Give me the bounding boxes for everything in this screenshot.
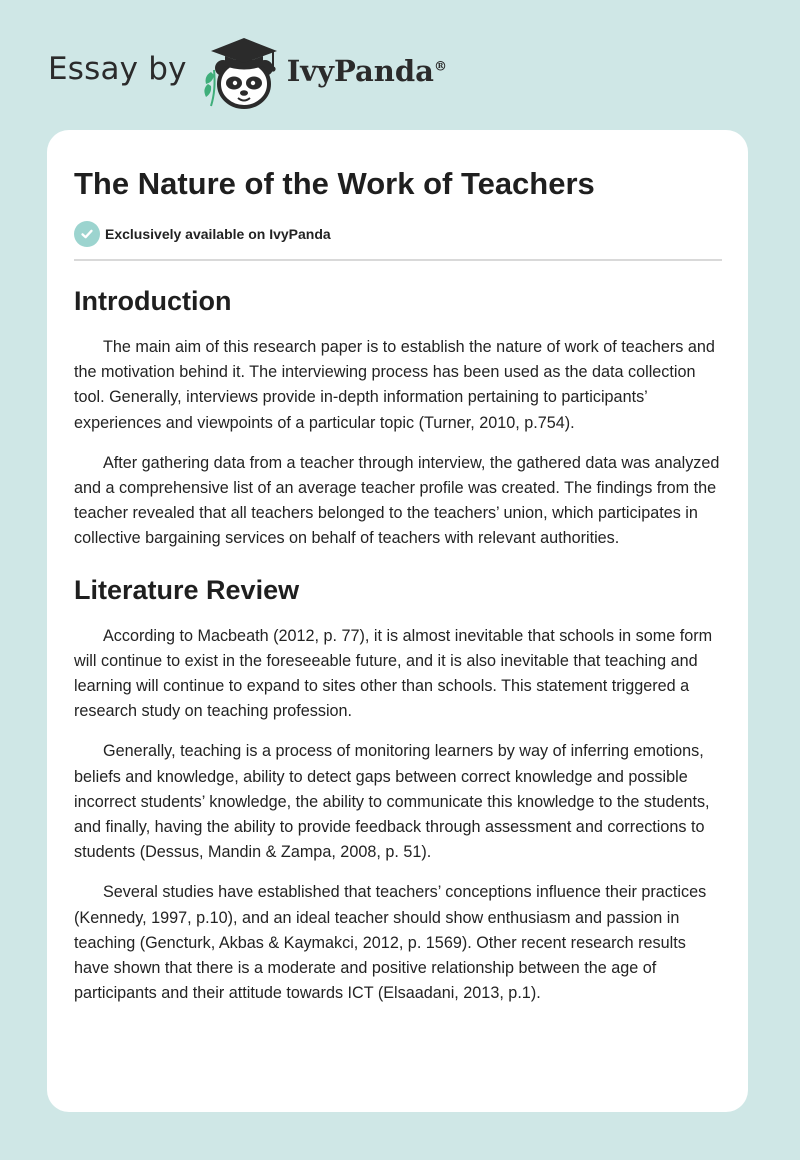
brand-header [48, 32, 447, 112]
section-introduction [74, 284, 722, 552]
title-divider [74, 259, 722, 261]
brand-prefix: Essay by [48, 51, 187, 87]
paragraph: The main aim of this research paper is to establish the nature of work of teachers and the motivation behind it. The interviewing process has been used as the data collection tool. Generally, interviews provide in-depth information pertaining to participants’ experiences and viewpoints of a particular topic (Turner, 2010, p.754). [74, 338, 715, 432]
check-circle-icon [74, 221, 100, 247]
page-title: The Nature of the Work of Teachers [74, 166, 595, 201]
section-heading: Introduction [74, 286, 232, 316]
section-literature-review [74, 573, 722, 1007]
trademark-symbol: ® [433, 59, 447, 75]
exclusive-badge-text: Exclusively available on IvyPanda [105, 226, 331, 242]
essay-card [47, 130, 748, 1112]
exclusive-badge [74, 221, 722, 247]
paragraph: According to Macbeath (2012, p. 77), it is almost inevitable that schools in some form will continue to exist in the foreseeable future, and it is also inevitable that teaching and learning will continue to expand to sites other than schools. This statement triggered a research study on teaching profession. [74, 626, 713, 721]
paragraph: Several studies have established that teachers’ conceptions influence their practices (Kennedy, 1997, p.10), and an ideal teacher should show enthusiasm and passion in teaching (Gencturk, Akbas & Kaymakci, 2012, p. 1569). Other recent research results have shown that there is a moderate and positive relationship between the age of participants and their attitude towards ICT (Elsaadani, 2013, p.1). [74, 883, 707, 1003]
paragraph: Generally, teaching is a process of monitoring learners by way of inferring emotions, beliefs and knowledge, ability to detect gaps between correct knowledge and possible incorrect students’ knowledge, the ability to communicate this knowledge to the students, and finally, having the ability to provide feedback through assessment and corrections to students (Dessus, Mandin & Zampa, 2008, p. 51). [74, 742, 710, 862]
paragraph: After gathering data from a teacher through interview, the gathered data was analyzed and a comprehensive list of an average teacher profile was created. The findings from the teacher revealed that all teachers belonged to the teachers’ union, which participates in collective bargaining services on behalf of teachers with relevant authorities. [74, 453, 720, 548]
section-heading: Literature Review [74, 574, 300, 605]
brand-name: IvyPanda® [286, 54, 447, 88]
panda-graduation-cap-icon [199, 32, 285, 112]
